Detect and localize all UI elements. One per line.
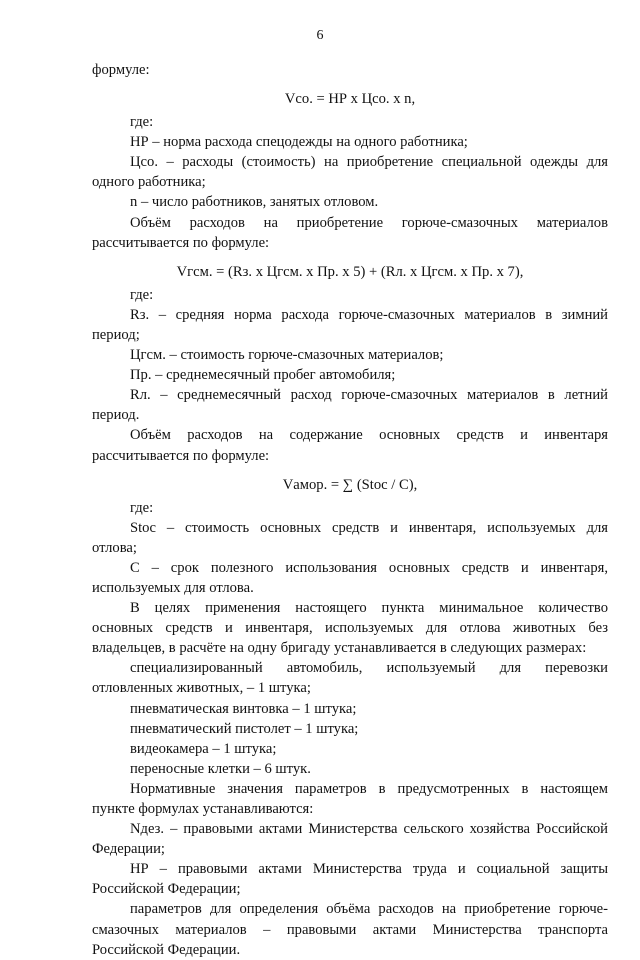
text-line: Федерации; bbox=[92, 841, 165, 858]
text-line: Nдез. – правовыми актами Министерства сельского хозяйства Российской bbox=[130, 821, 608, 838]
text-line: НР – норма расхода спецодежды на одного работника; bbox=[130, 134, 468, 151]
text-line: Пр. – среднемесячный пробег автомобиля; bbox=[130, 367, 396, 384]
text-line: рассчитывается по формуле: bbox=[92, 447, 270, 464]
text-line: владельцев, в расчёте на одну бригаду устанавливается в следующих размерах: bbox=[92, 640, 587, 657]
document-body bbox=[92, 60, 608, 960]
text-line: одного работника; bbox=[92, 174, 206, 191]
text-line: отлова; bbox=[92, 539, 137, 556]
text-line: рассчитывается по формуле: bbox=[92, 234, 270, 251]
page-number: 6 bbox=[316, 28, 324, 43]
text-line: специализированный автомобиль, используемый для перевозки bbox=[130, 660, 608, 677]
list-item: пневматическая винтовка – 1 штука; bbox=[130, 700, 357, 717]
text-line: Объём расходов на приобретение горюче-смазочных материалов bbox=[130, 214, 608, 231]
text-line: пункте формулах устанавливаются: bbox=[92, 801, 314, 817]
text-line: используемых для отлова. bbox=[92, 579, 254, 596]
text-line: НР – правовыми актами Министерства труда и социальной защиты bbox=[130, 861, 608, 878]
text-line: Rз. – средняя норма расхода горюче-смазочных материалов в зимний bbox=[130, 306, 608, 323]
formula-fuel-lubricants: Vгсм. = (Rз. х Цгсм. х Пр. х 5) + (Rл. х Цгсм. х Пр. х 7), bbox=[176, 263, 524, 280]
formula-protective-clothing: Vсо. = НР х Цсо. х n, bbox=[284, 91, 416, 108]
text-line: n – число работников, занятых отловом. bbox=[130, 194, 379, 211]
text-line: Нормативные значения параметров в предусмотренных в настоящем bbox=[130, 780, 608, 797]
text-line: период. bbox=[92, 407, 140, 424]
text-line: Цсо. – расходы (стоимость) на приобретение специальной одежды для bbox=[130, 154, 608, 171]
text-line: Rл. – среднемесячный расход горюче-смазочных материалов в летний bbox=[130, 387, 608, 404]
text-line: где: bbox=[130, 499, 154, 516]
text-line: Цгсм. – стоимость горюче-смазочных материалов; bbox=[130, 347, 444, 364]
text-line: Российской Федерации. bbox=[92, 941, 241, 958]
list-item: видеокамера – 1 штука; bbox=[130, 740, 277, 757]
text-line: С – срок полезного использования основных средств и инвентаря, bbox=[130, 559, 608, 576]
text-line: где: bbox=[130, 114, 154, 131]
formula-amortization: Vамор. = ∑ (Stoc / С), bbox=[282, 476, 418, 493]
text-line: Stoc – стоимость основных средств и инвентаря, используемых для bbox=[130, 519, 608, 536]
text-line: смазочных материалов – правовыми актами Министерства транспорта bbox=[92, 921, 608, 938]
text-line: Российской Федерации; bbox=[92, 881, 241, 898]
text-line: где: bbox=[130, 286, 154, 303]
list-item: переносные клетки – 6 штук. bbox=[130, 760, 311, 777]
text-line: В целях применения настоящего пункта минимальное количество bbox=[130, 600, 608, 617]
text-line: отловленных животных, – 1 штука; bbox=[92, 680, 311, 697]
text-line: параметров для определения объёма расходов на приобретение горюче- bbox=[130, 901, 608, 918]
text-line: формуле: bbox=[92, 62, 150, 78]
text-line: период; bbox=[92, 326, 140, 343]
text-line: Объём расходов на содержание основных средств и инвентаря bbox=[130, 427, 608, 444]
text-line: основных средств и инвентаря, используемых для отлова животных без bbox=[92, 620, 608, 637]
list-item: пневматический пистолет – 1 штука; bbox=[130, 720, 359, 737]
